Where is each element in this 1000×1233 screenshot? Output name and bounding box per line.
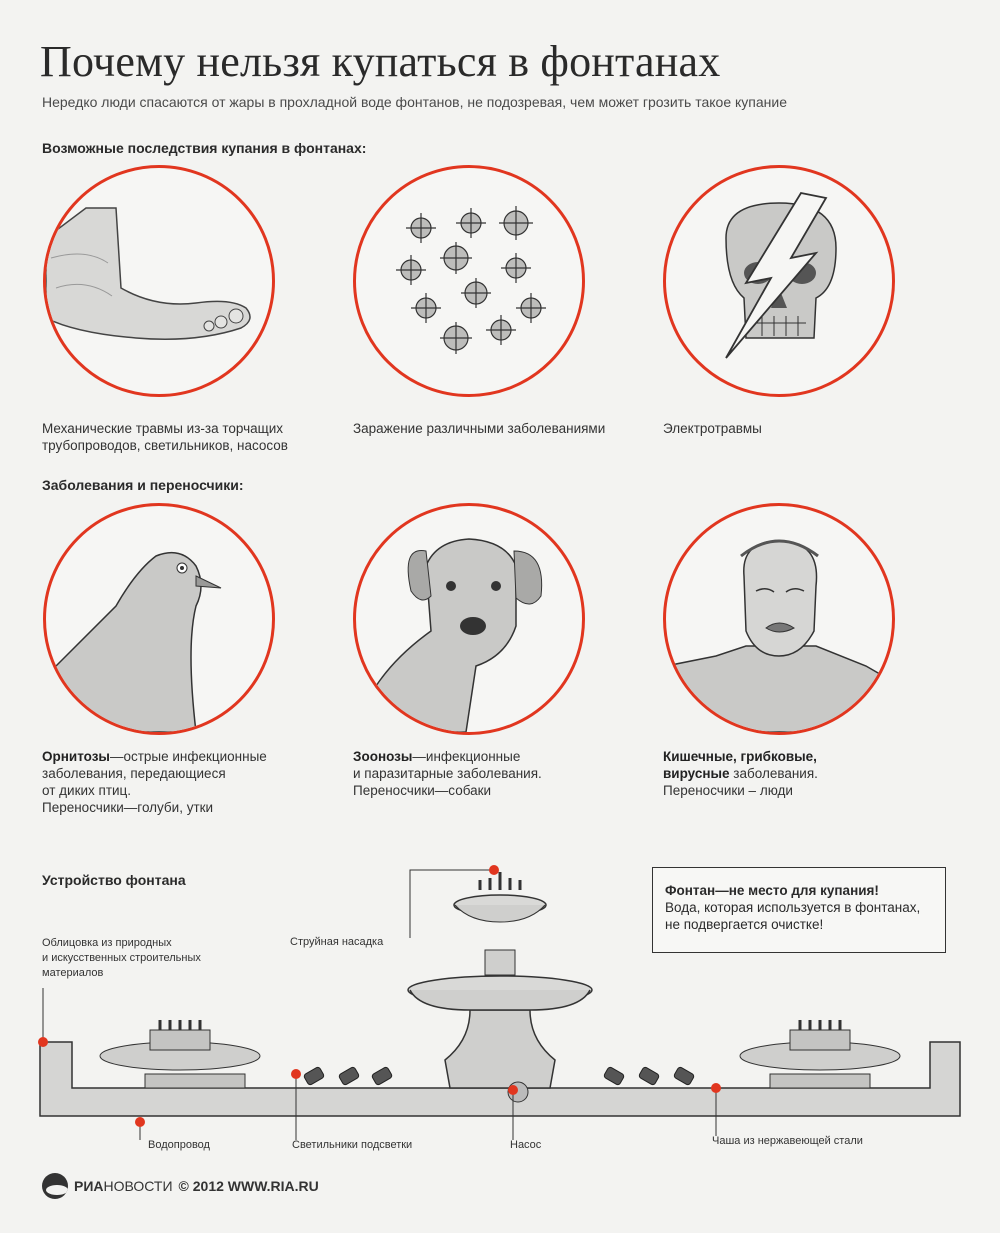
label-cladding [42,936,201,981]
brand-part: НОВОСТИ [103,1178,173,1194]
caption-line: Заражение различными заболеваниями [353,421,606,436]
caption-line: заболевания, передающиеся [42,766,226,781]
caption-line: Переносчики – люди [663,783,793,798]
fountain-heading: Устройство фонтана [42,872,186,888]
dog-icon [353,503,585,735]
note-line: Вода, которая используется в фонтанах, [665,900,921,915]
label-pump: Насос [510,1139,542,1151]
consequences-heading: Возможные последствия купания в фонтанах: [42,140,367,156]
disease-name: Кишечные, грибковые, [663,749,817,764]
caption-text: заболевания. [729,766,818,781]
electric-skull-icon [663,165,895,397]
caption-line: трубопроводов, светильников, насосов [42,438,288,453]
caption-line [663,748,943,765]
label-line: материалов [42,967,104,979]
caption-zoonoses [353,748,633,799]
disease-name: Зоонозы [353,749,413,764]
caption-text: —инфекционные [412,749,521,764]
caption-text: —острые инфекционные [109,749,267,764]
page-title: Почему нельзя купаться в фонтанах [40,37,721,86]
fountain-diagram [0,860,1000,1140]
brand-name [74,1178,173,1194]
sick-man-icon [663,503,895,735]
label-line: Облицовка из природных [42,937,172,949]
diseases-heading: Заболевания и переносчики: [42,477,244,493]
ria-logo-icon [42,1173,68,1199]
caption-electric [663,420,953,437]
caption-line: Переносчики—голуби, утки [42,800,214,815]
note-line: не подвергается очистке! [665,917,824,932]
caption-ornithosis [42,748,322,816]
caption-line [42,748,322,765]
caption-line: и паразитарные заболевания. [353,766,542,781]
caption-line: Электротравмы [663,421,762,436]
disease-name: Орнитозы [42,749,110,764]
label-line: и искусственных строительных [42,952,201,964]
pigeon-icon [43,503,275,735]
caption-line: Механические травмы из-за торчащих [42,421,284,436]
caption-intestinal [663,748,943,799]
label-water-pipe: Водопровод [148,1139,210,1151]
label-lights: Светильники подсветки [292,1139,413,1151]
brand-part: РИА [74,1178,104,1194]
caption-line: Переносчики—собаки [353,783,492,798]
microbes-icon [353,165,585,397]
page-subtitle: Нередко люди спасаются от жары в прохладной воде фонтанов, не подозревая, чем может грозить такое купание [42,94,788,110]
injured-foot-icon [43,165,275,397]
note-title: Фонтан—не место для купания! [665,883,879,898]
copyright: © 2012 WWW.RIA.RU [178,1178,319,1194]
footer [42,1173,319,1199]
label-nozzle: Струйная насадка [290,936,384,948]
disease-name: вирусные [663,766,730,781]
caption-injuries [42,420,332,454]
label-bowl: Чаша из нержавеющей стали [712,1135,863,1147]
caption-line [353,748,633,765]
caption-infection [353,420,643,437]
caption-line: от диких птиц. [42,783,132,798]
caption-line [663,765,943,782]
